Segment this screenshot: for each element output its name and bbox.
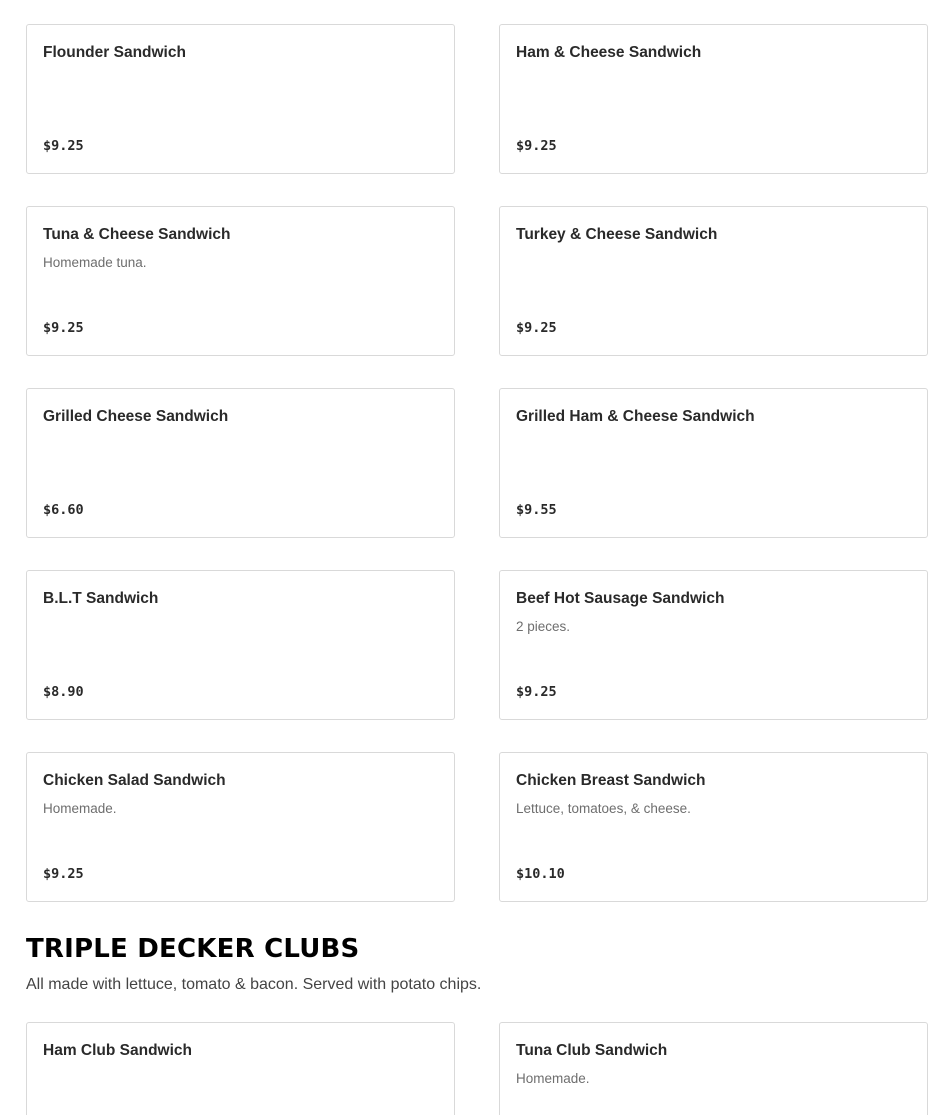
- menu-item-name: Beef Hot Sausage Sandwich: [516, 590, 725, 607]
- menu-item-price: $10.10: [516, 866, 565, 882]
- menu-item-description: Lettuce, tomatoes, & cheese.: [516, 801, 691, 816]
- menu-item-price: $9.55: [516, 502, 557, 518]
- menu-item-description: 2 pieces.: [516, 619, 571, 634]
- menu-item-card[interactable]: [499, 206, 928, 356]
- menu-item-price: $9.25: [516, 684, 557, 700]
- menu-item-description: Homemade tuna.: [43, 255, 147, 270]
- section-title: TRIPLE DECKER CLUBS: [26, 934, 360, 964]
- menu-item-price: $9.25: [516, 320, 557, 336]
- menu-item-card[interactable]: [499, 570, 928, 720]
- menu-item-price: $9.25: [43, 138, 84, 154]
- section-description: All made with lettuce, tomato & bacon. Served with potato chips.: [26, 976, 482, 993]
- menu-item-card[interactable]: [26, 1022, 455, 1115]
- menu-item-price: $6.60: [43, 502, 84, 518]
- menu-item-card[interactable]: [499, 24, 928, 174]
- menu-item-card[interactable]: [26, 388, 455, 538]
- menu-item-name: Ham Club Sandwich: [43, 1042, 192, 1059]
- menu-item-card[interactable]: [499, 752, 928, 902]
- menu-item-card[interactable]: [26, 206, 455, 356]
- menu-item-price: $9.25: [516, 138, 557, 154]
- menu-item-card[interactable]: [26, 570, 455, 720]
- menu-item-name: Chicken Breast Sandwich: [516, 772, 706, 789]
- menu-item-description: Homemade.: [516, 1071, 590, 1086]
- menu-item-name: Tuna & Cheese Sandwich: [43, 226, 231, 243]
- menu-item-name: Grilled Ham & Cheese Sandwich: [516, 408, 755, 425]
- menu-item-description: Homemade.: [43, 801, 117, 816]
- menu-item-name: Turkey & Cheese Sandwich: [516, 226, 718, 243]
- menu-item-name: Ham & Cheese Sandwich: [516, 44, 702, 61]
- menu-item-card[interactable]: [26, 752, 455, 902]
- menu-item-name: B.L.T Sandwich: [43, 590, 159, 607]
- menu-item-name: Flounder Sandwich: [43, 44, 186, 61]
- menu-item-name: Grilled Cheese Sandwich: [43, 408, 229, 425]
- menu-item-name: Chicken Salad Sandwich: [43, 772, 226, 789]
- menu-item-price: $8.90: [43, 684, 84, 700]
- menu-item-card[interactable]: [26, 24, 455, 174]
- menu-item-card[interactable]: [499, 388, 928, 538]
- menu-item-price: $9.25: [43, 320, 84, 336]
- menu-item-name: Tuna Club Sandwich: [516, 1042, 668, 1059]
- menu-item-card[interactable]: [499, 1022, 928, 1115]
- menu-item-price: $9.25: [43, 866, 84, 882]
